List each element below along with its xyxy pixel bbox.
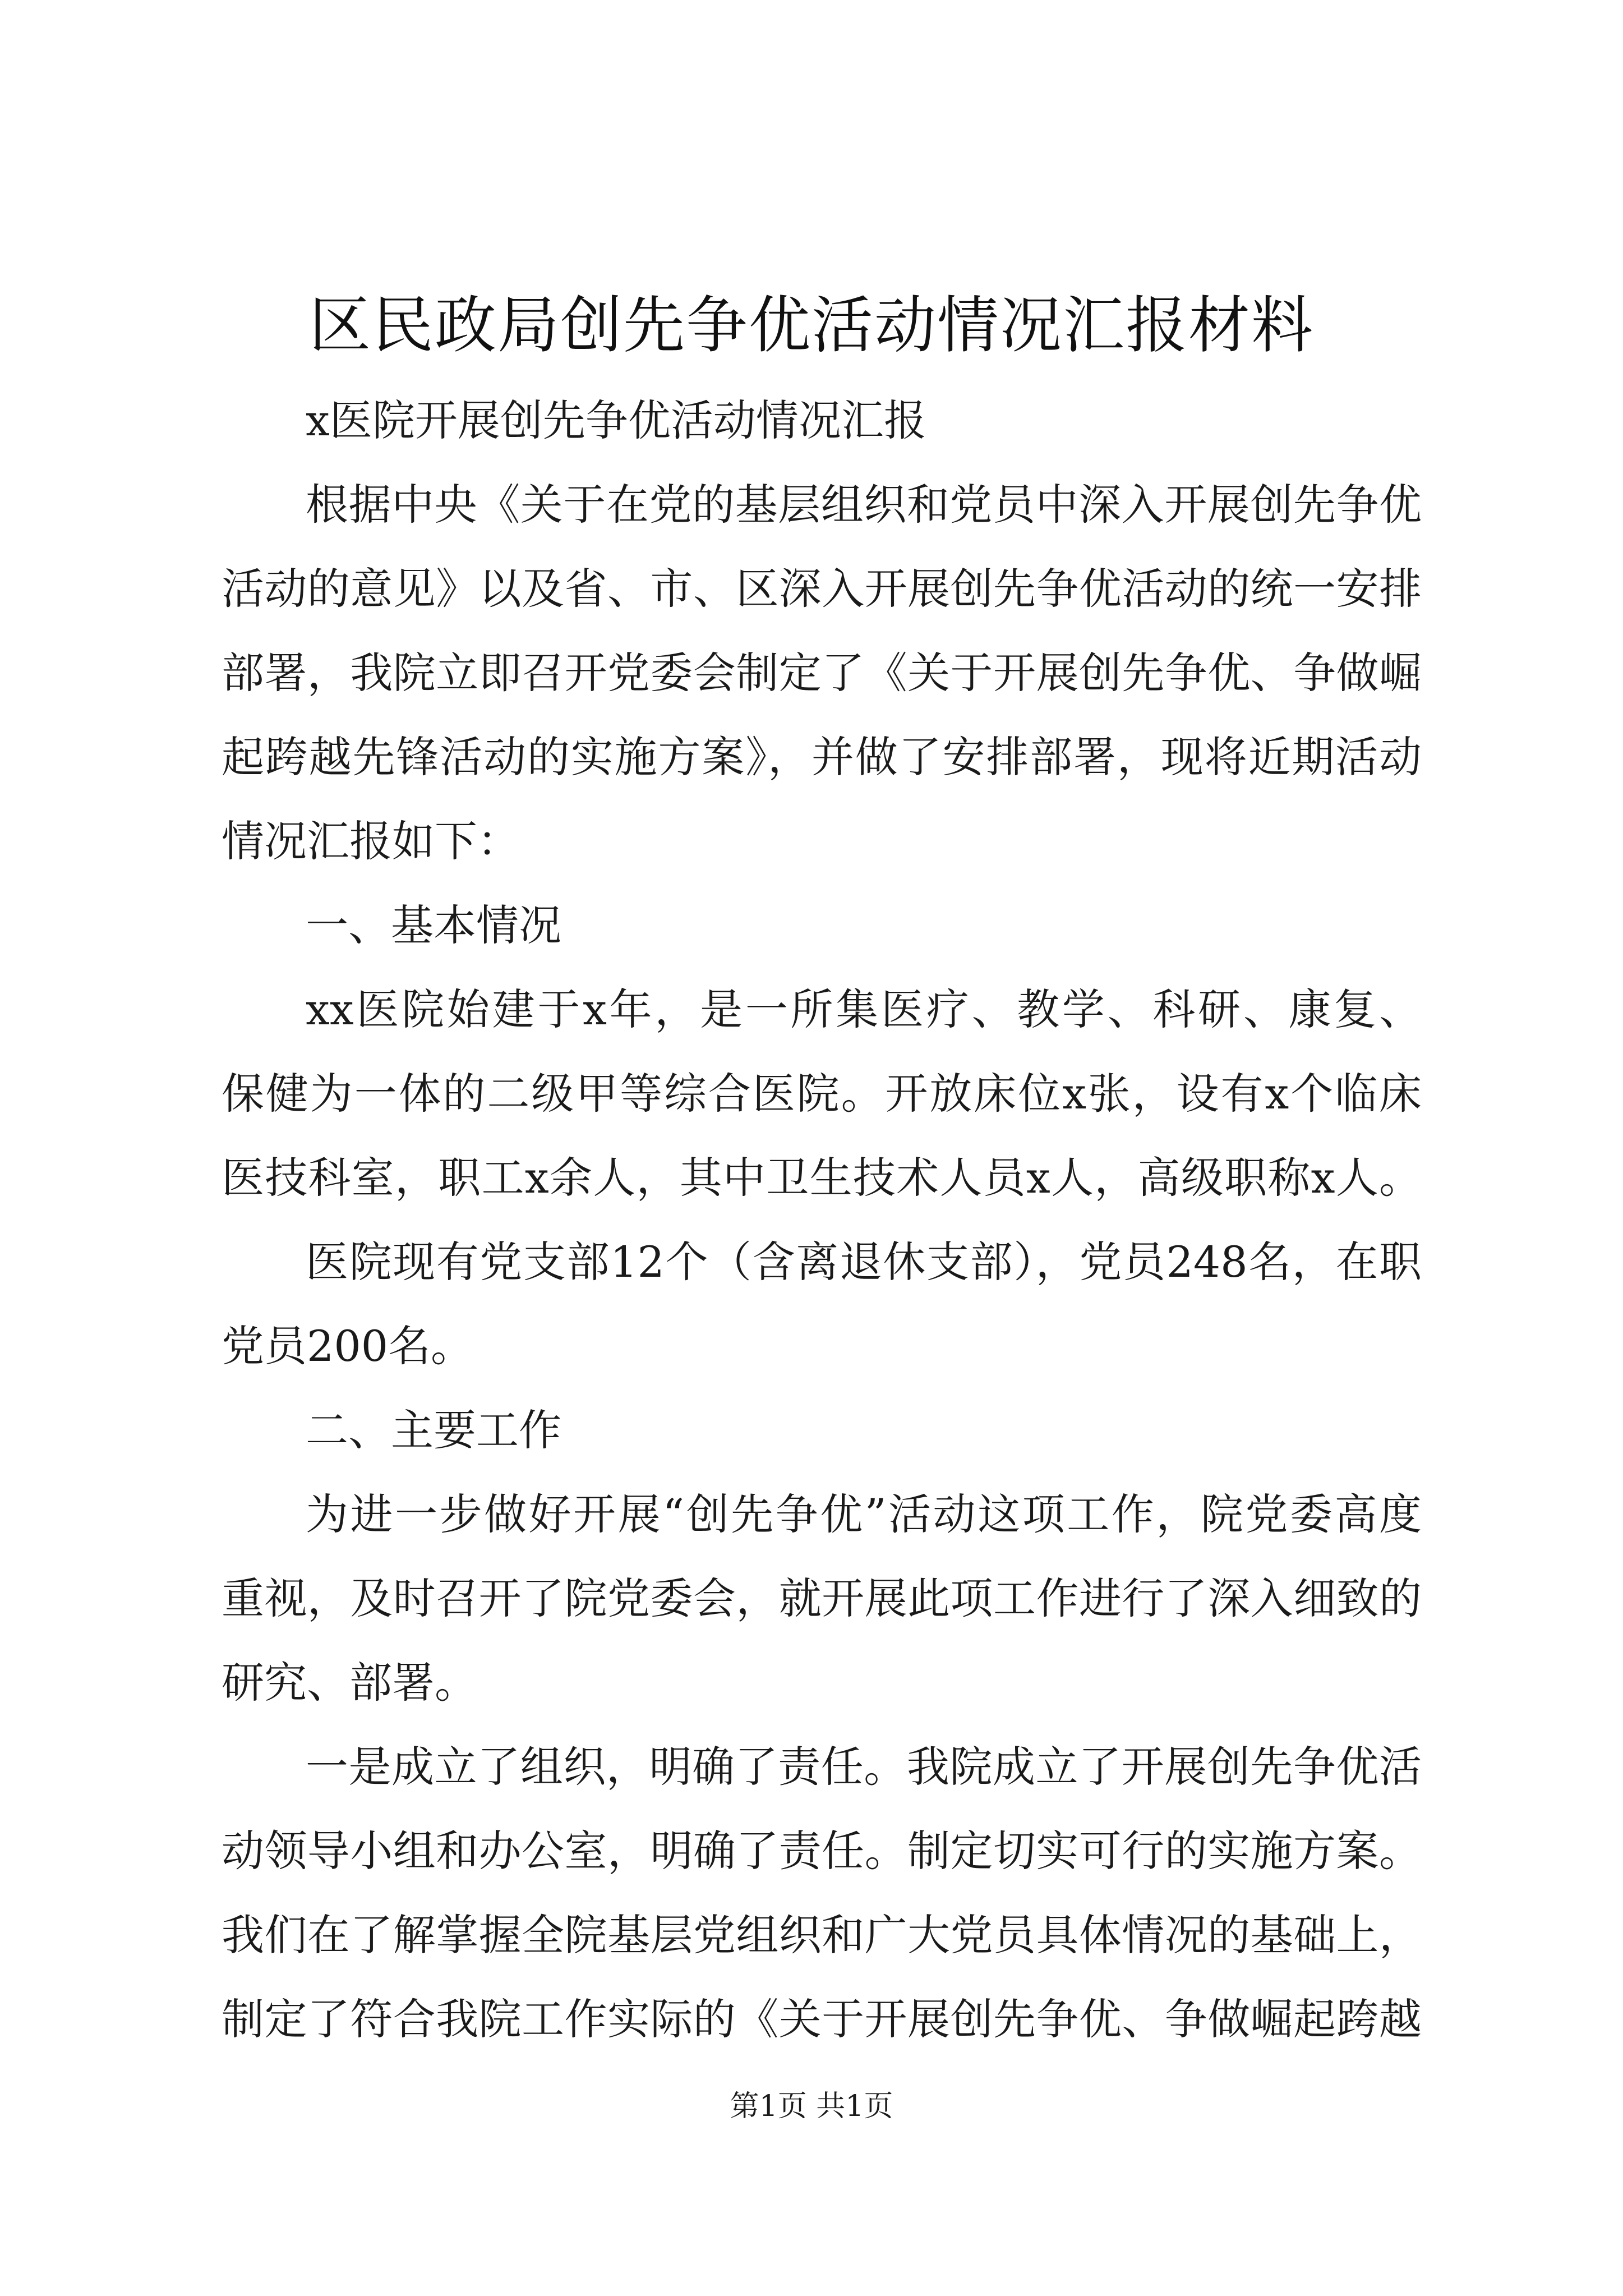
paragraph-line: 我们在了解掌握全院基层党组织和广大党员具体情况的基础上，	[222, 1910, 1422, 1960]
paragraph-line: 医院现有党支部12个（含离退休支部），党员248名，在职	[306, 1237, 1422, 1287]
paragraph-line: 根据中央《关于在党的基层组织和党员中深入开展创先争优	[306, 480, 1422, 530]
document-title: 区民政局创先争优活动情况汇报材料	[309, 289, 1314, 361]
paragraph-line: 医技科室，职工x余人，其中卫生技术人员x人，高级职称x人。	[222, 1153, 1422, 1203]
paragraph-line: 部署，我院立即召开党委会制定了《关于开展创先争优、争做崛	[222, 648, 1422, 698]
paragraph-line: 党员200名。	[222, 1321, 474, 1371]
paragraph-line: 保健为一体的二级甲等综合医院。开放床位x张，设有x个临床	[222, 1069, 1422, 1119]
subtitle-line: x医院开展创先争优活动情况汇报	[306, 395, 926, 445]
paragraph-line: 为进一步做好开展“创先争优”活动这项工作，院党委高度	[306, 1489, 1422, 1539]
paragraph-line: 重视，及时召开了院党委会，就开展此项工作进行了深入细致的	[222, 1573, 1422, 1623]
paragraph-line: 活动的意见》以及省、市、区深入开展创先争优活动的统一安排	[222, 564, 1422, 614]
paragraph-line: 动领导小组和办公室，明确了责任。制定切实可行的实施方案。	[222, 1826, 1422, 1876]
paragraph-line: 情况汇报如下：	[222, 816, 520, 866]
section-heading: 一、基本情况	[306, 900, 561, 950]
page-footer: 第1页 共1页	[730, 2090, 893, 2123]
paragraph-line: xx医院始建于x年，是一所集医疗、教学、科研、康复、	[306, 984, 1422, 1034]
paragraph-line: 起跨越先锋活动的实施方案》，并做了安排部署，现将近期活动	[222, 732, 1422, 782]
section-heading: 二、主要工作	[306, 1405, 561, 1455]
paragraph-line: 研究、部署。	[222, 1658, 477, 1708]
paragraph-line: 一是成立了组织，明确了责任。我院成立了开展创先争优活	[306, 1742, 1422, 1792]
paragraph-line: 制定了符合我院工作实际的《关于开展创先争优、争做崛起跨越	[222, 1994, 1422, 2044]
